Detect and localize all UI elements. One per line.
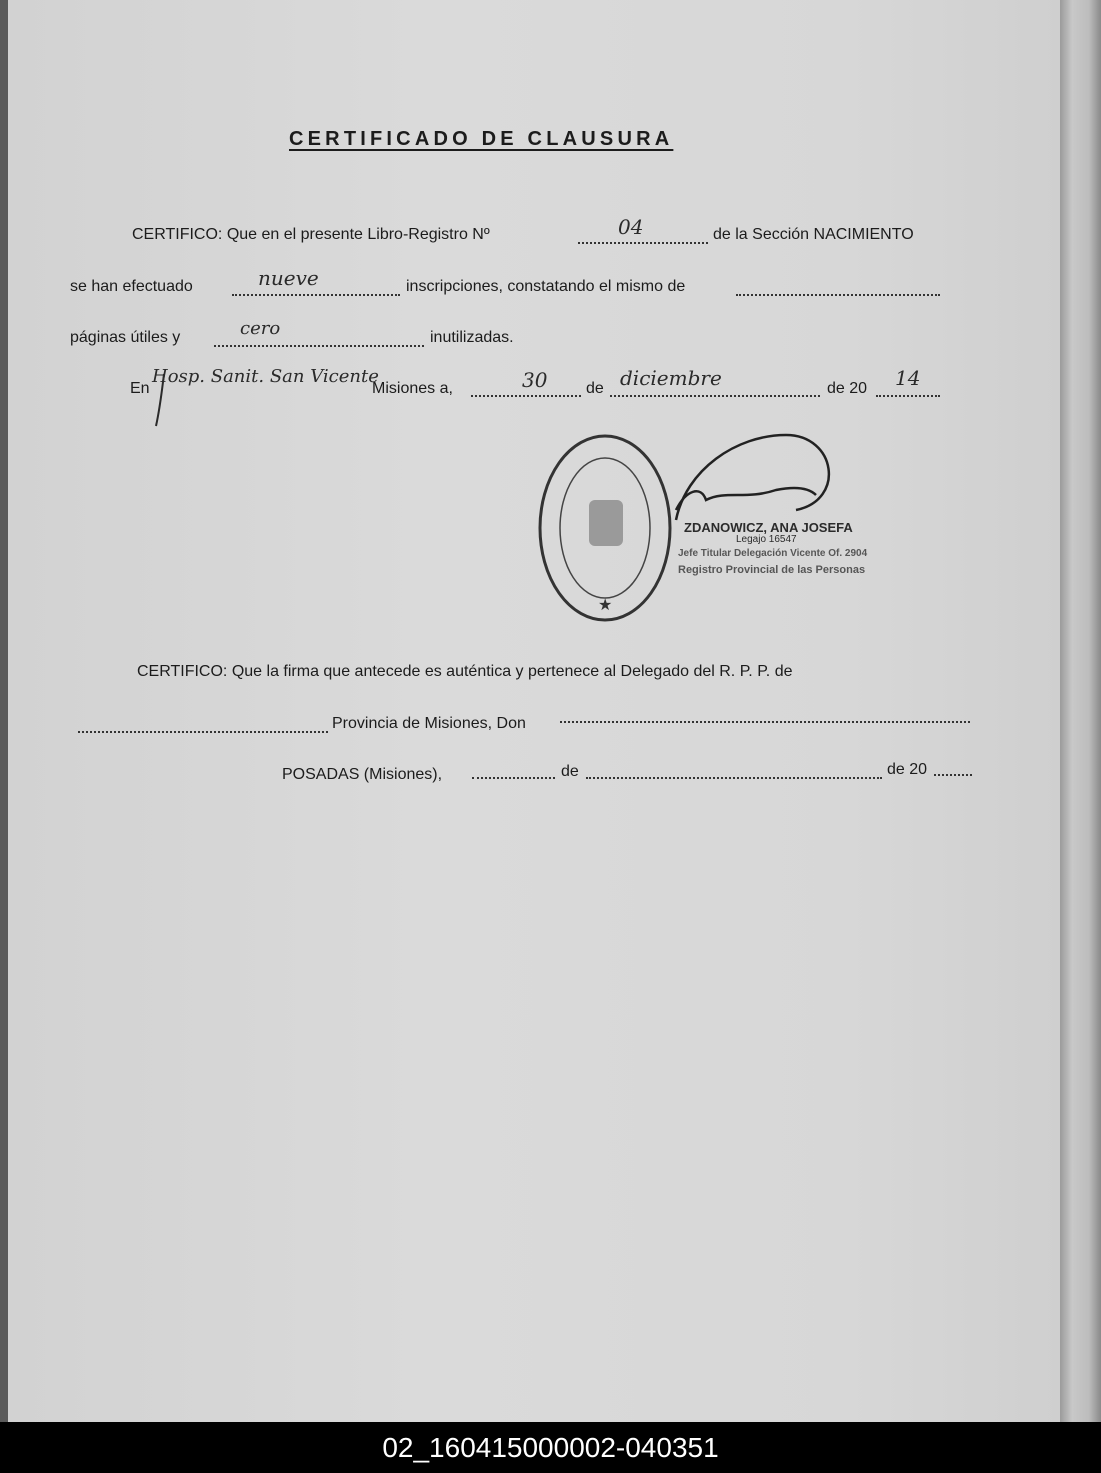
para2-line1: CERTIFICO: Que la firma que antecede es auténtica y pertenece al Delegado del R. P. P. de [137, 663, 793, 680]
certificate-title: CERTIFICADO DE CLAUSURA [289, 128, 674, 150]
dotted-field [78, 731, 328, 733]
handwritten-year: 14 [895, 366, 921, 390]
para1-line2-start: se han efectuado [70, 278, 193, 295]
signer-registry: Registro Provincial de las Personas [678, 564, 866, 576]
handwritten-inscripciones-count: nueve [258, 266, 319, 290]
dotted-field [471, 395, 581, 397]
dotted-field [586, 777, 882, 779]
signer-name: ZDANOWICZ, ANA JOSEFA [684, 520, 853, 535]
dotted-field [934, 774, 972, 776]
pen-stroke [150, 370, 180, 430]
date-de-1: de [586, 380, 604, 397]
para2-line2: Provincia de Misiones, Don [332, 715, 526, 732]
dotted-field [736, 294, 940, 296]
para2-line3-start: POSADAS (Misiones), [282, 766, 443, 783]
place-prefix: En [130, 380, 150, 397]
dotted-field [610, 395, 820, 397]
dotted-field [876, 395, 940, 397]
para2-line3-end: de 20 [887, 761, 928, 778]
dotted-field [472, 777, 555, 779]
page-right-edge [1060, 0, 1101, 1422]
para1-line3-end: inutilizadas. [430, 329, 514, 346]
document-page [8, 0, 1060, 1422]
official-stamp [536, 430, 916, 630]
document-id-footer: 02_160415000002-040351 [0, 1422, 1101, 1473]
para2-line3-de: de [561, 763, 579, 780]
handwritten-inutilizadas-count: cero [240, 318, 281, 339]
signer-legajo: Legajo 16547 [736, 534, 797, 545]
signer-role: Jefe Titular Delegación Vicente Of. 2904 [678, 548, 868, 559]
handwritten-libro-number: 04 [618, 215, 644, 239]
dotted-field [578, 242, 708, 244]
dotted-field [232, 294, 400, 296]
svg-text:★: ★ [598, 597, 613, 614]
place-mid: Misiones a, [372, 380, 453, 397]
para1-line3-start: páginas útiles y [70, 329, 181, 346]
dotted-field [560, 721, 970, 723]
dotted-field [214, 345, 424, 347]
date-de-2: de 20 [827, 380, 868, 397]
handwritten-month: diciembre [620, 366, 722, 390]
handwritten-place: Hosp. Sanit. San Vicente [152, 366, 379, 387]
handwritten-day: 30 [522, 368, 548, 392]
para1-line1-end: de la Sección NACIMIENTO [713, 226, 914, 243]
page-left-edge [0, 0, 8, 1422]
para1-line2-middle: inscripciones, constatando el mismo de [406, 278, 686, 295]
para1-line1-start: CERTIFICO: Que en el presente Libro-Registro Nº [132, 226, 490, 243]
